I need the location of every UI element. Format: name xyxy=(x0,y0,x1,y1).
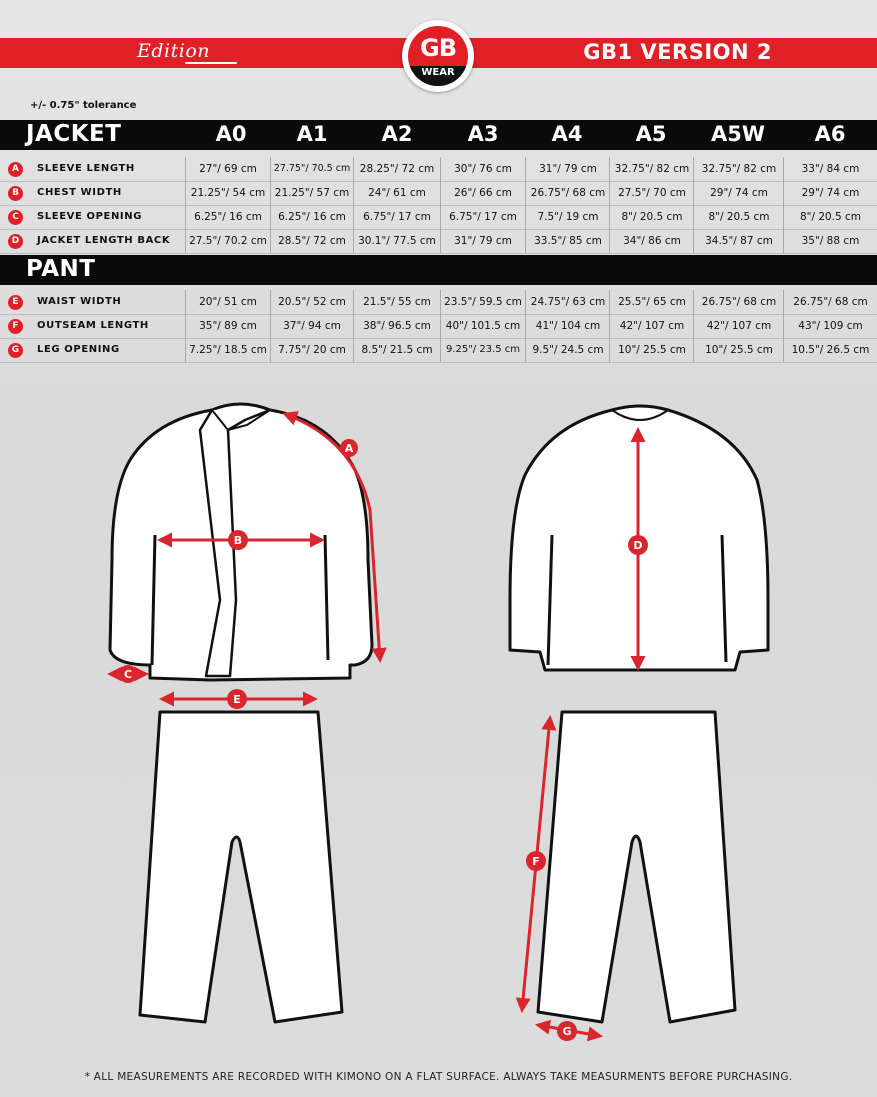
logo-wear-text: WEAR xyxy=(421,67,455,78)
logo-gb-text: GB xyxy=(420,34,456,62)
size-col-a6: A6 xyxy=(814,122,846,146)
product-title: GB1 VERSION 2 xyxy=(583,40,772,64)
row-label: JACKET LENGTH BACK xyxy=(37,235,171,246)
table-cell: 30"/ 76 cm xyxy=(454,163,512,175)
row-marker-f: F xyxy=(8,319,23,334)
table-cell: 24.75"/ 63 cm xyxy=(530,296,606,308)
table-cell: 20"/ 51 cm xyxy=(199,296,257,308)
table-cell: 10"/ 25.5 cm xyxy=(705,344,773,356)
size-col-a2: A2 xyxy=(381,122,413,146)
table-cell: 28.5"/ 72 cm xyxy=(278,235,346,247)
table-cell: 10"/ 25.5 cm xyxy=(618,344,686,356)
table-cell: 35"/ 89 cm xyxy=(199,320,257,332)
table-cell: 6.25"/ 16 cm xyxy=(194,211,262,223)
row-label: OUTSEAM LENGTH xyxy=(37,320,149,331)
row-marker-g: G xyxy=(8,343,23,358)
row-marker-d: D xyxy=(8,234,23,249)
table-cell: 30.1"/ 77.5 cm xyxy=(358,235,436,247)
table-cell: 33.5"/ 85 cm xyxy=(534,235,602,247)
table-cell: 27.5"/ 70.2 cm xyxy=(189,235,267,247)
marker-d-label: D xyxy=(633,539,643,552)
table-cell: 26.75"/ 68 cm xyxy=(530,187,606,199)
table-cell: 31"/ 79 cm xyxy=(454,235,512,247)
table-cell: 40"/ 101.5 cm xyxy=(445,320,521,332)
table-cell: 23.5"/ 59.5 cm xyxy=(444,296,522,308)
table-cell: 35"/ 88 cm xyxy=(801,235,860,247)
table-cell: 9.5"/ 24.5 cm xyxy=(532,344,604,356)
table-cell: 41"/ 104 cm xyxy=(535,320,601,332)
marker-e-label: E xyxy=(233,693,241,706)
table-cell: 26.75"/ 68 cm xyxy=(793,296,868,308)
table-cell: 26"/ 66 cm xyxy=(454,187,512,199)
table-cell: 25.5"/ 65 cm xyxy=(618,296,686,308)
tolerance-note: +/- 0.75" tolerance xyxy=(30,100,137,111)
table-cell: 24"/ 61 cm xyxy=(368,187,426,199)
table-cell: 34"/ 86 cm xyxy=(623,235,681,247)
marker-f xyxy=(526,851,546,871)
table-cell: 29"/ 74 cm xyxy=(710,187,768,199)
table-cell: 8"/ 20.5 cm xyxy=(708,211,770,223)
marker-f-label: F xyxy=(532,855,540,868)
table-cell: 8"/ 20.5 cm xyxy=(621,211,683,223)
table-cell: 6.75"/ 17 cm xyxy=(363,211,431,223)
table-cell: 6.75"/ 17 cm xyxy=(449,211,517,223)
footnote: * ALL MEASUREMENTS ARE RECORDED WITH KIMONO ON A FLAT SURFACE. ALWAYS TAKE MEASURMENTS BEFORE PURCHASING. xyxy=(84,1071,793,1083)
table-cell: 7.75"/ 20 cm xyxy=(278,344,346,356)
size-col-a1: A1 xyxy=(296,122,328,146)
size-col-a5: A5 xyxy=(635,122,667,146)
table-cell: 42"/ 107 cm xyxy=(706,320,772,332)
table-cell: 32.75"/ 82 cm xyxy=(614,163,690,175)
size-col-a3: A3 xyxy=(467,122,499,146)
table-cell: 20.5"/ 52 cm xyxy=(278,296,346,308)
marker-g xyxy=(557,1021,577,1041)
size-col-a4: A4 xyxy=(551,122,583,146)
marker-d xyxy=(628,535,648,555)
row-marker-b: B xyxy=(8,186,23,201)
row-label: CHEST WIDTH xyxy=(37,187,122,198)
marker-e xyxy=(227,689,247,709)
size-col-a5w: A5W xyxy=(710,122,766,146)
table-cell: 6.25"/ 16 cm xyxy=(278,211,346,223)
row-label: SLEEVE OPENING xyxy=(37,211,143,222)
row-label: WAIST WIDTH xyxy=(37,296,122,307)
pants-front-drawing xyxy=(140,712,342,1022)
edition-script: Edition xyxy=(137,40,210,62)
table-cell: 32.75"/ 82 cm xyxy=(701,163,777,175)
marker-g-label: G xyxy=(562,1025,572,1038)
table-cell: 21.25"/ 57 cm xyxy=(274,187,350,199)
marker-c xyxy=(119,665,137,683)
table-cell: 7.5"/ 19 cm xyxy=(537,211,599,223)
row-label: SLEEVE LENGTH xyxy=(37,163,135,174)
marker-a xyxy=(340,439,358,457)
table-cell: 33"/ 84 cm xyxy=(801,163,860,175)
table-cell: 27.75"/ 70.5 cm xyxy=(273,163,351,174)
table-cell: 27.5"/ 70 cm xyxy=(618,187,686,199)
size-col-a0: A0 xyxy=(215,122,247,146)
pant-title: PANT xyxy=(26,256,96,282)
table-cell: 21.25"/ 54 cm xyxy=(190,187,266,199)
table-cell: 38"/ 96.5 cm xyxy=(363,320,431,332)
jacket-title: JACKET xyxy=(26,121,122,147)
table-cell: 10.5"/ 26.5 cm xyxy=(791,344,870,356)
row-marker-c: C xyxy=(8,210,23,225)
table-cell: 8.5"/ 21.5 cm xyxy=(361,344,433,356)
pants-back-drawing xyxy=(538,712,735,1022)
marker-b-label: B xyxy=(233,534,243,547)
table-cell: 37"/ 94 cm xyxy=(283,320,341,332)
marker-c-label: C xyxy=(123,668,133,681)
table-cell: 42"/ 107 cm xyxy=(619,320,685,332)
table-cell: 27"/ 69 cm xyxy=(199,163,257,175)
table-cell: 7.25"/ 18.5 cm xyxy=(189,344,267,356)
row-marker-a: A xyxy=(8,162,23,177)
table-cell: 21.5"/ 55 cm xyxy=(363,296,431,308)
table-cell: 9.25"/ 23.5 cm xyxy=(445,344,521,355)
table-cell: 8"/ 20.5 cm xyxy=(799,211,862,223)
marker-a-label: A xyxy=(344,442,354,455)
table-cell: 31"/ 79 cm xyxy=(539,163,597,175)
table-cell: 34.5"/ 87 cm xyxy=(705,235,773,247)
table-cell: 43"/ 109 cm xyxy=(798,320,863,332)
marker-b xyxy=(228,530,248,550)
table-cell: 28.25"/ 72 cm xyxy=(359,163,435,175)
row-label: LEG OPENING xyxy=(37,344,120,355)
table-cell: 29"/ 74 cm xyxy=(801,187,860,199)
table-cell: 26.75"/ 68 cm xyxy=(701,296,777,308)
row-marker-e: E xyxy=(8,295,23,310)
